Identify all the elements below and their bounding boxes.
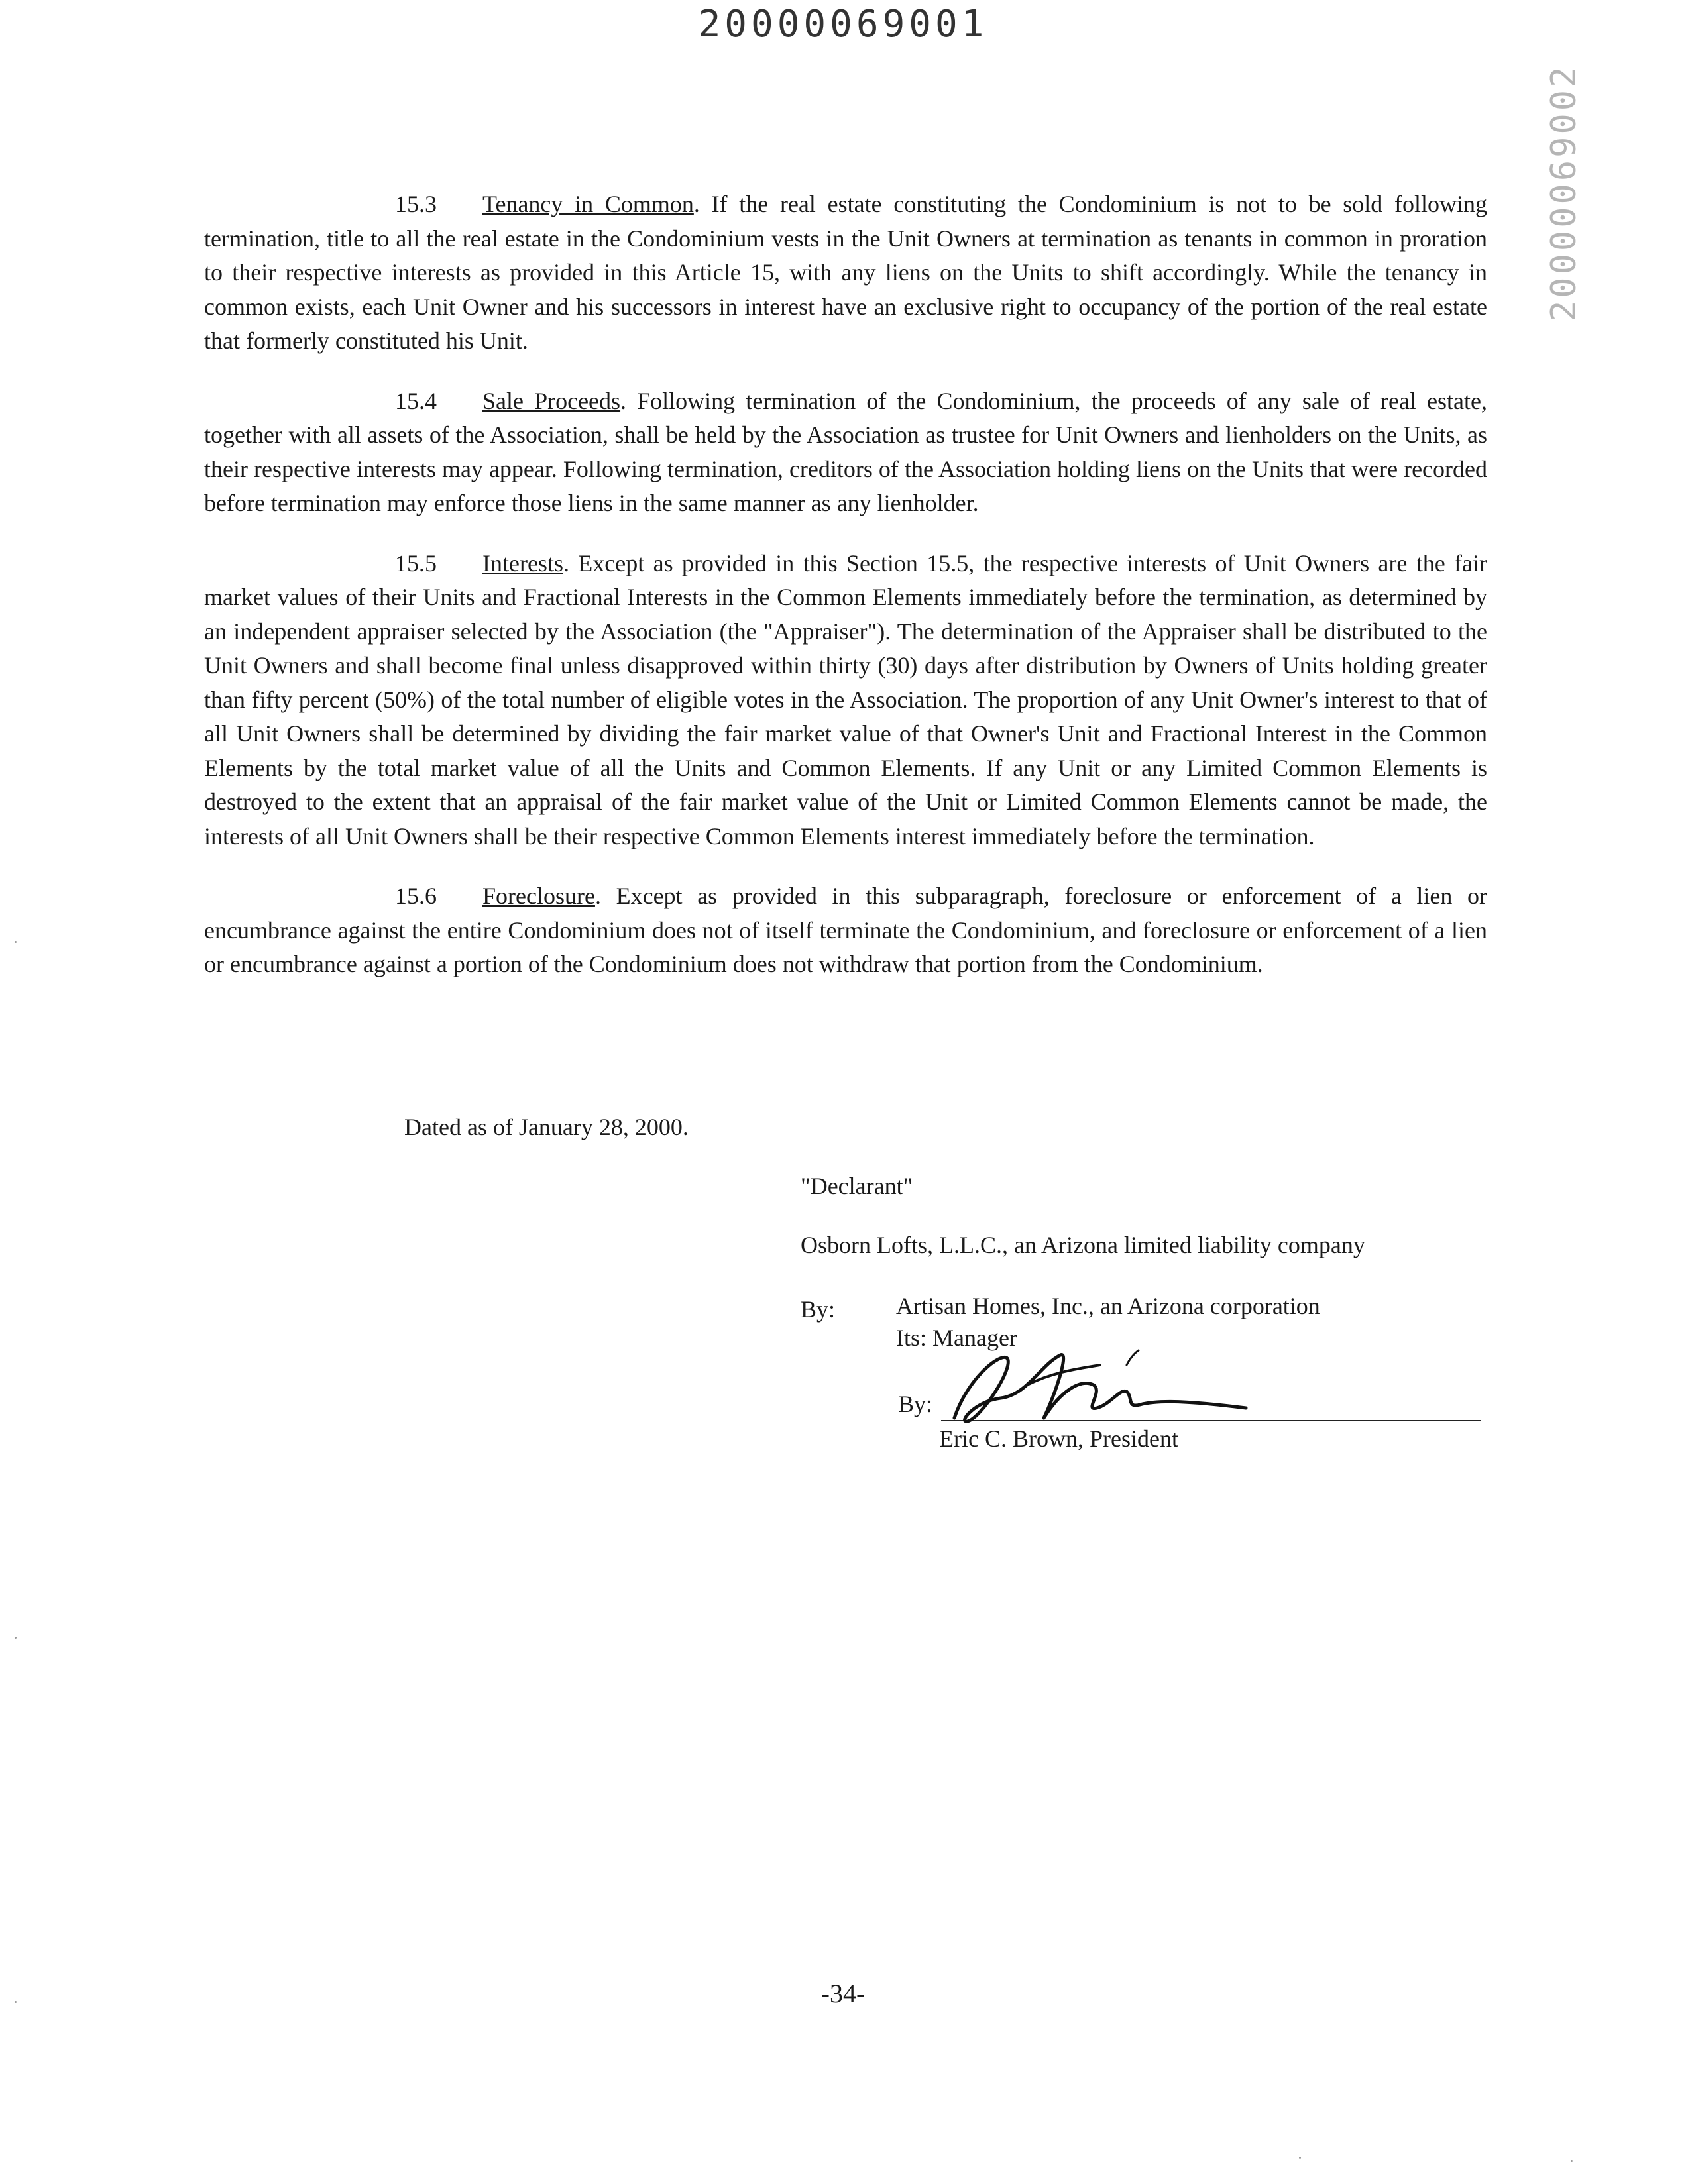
scan-speck: [15, 941, 17, 943]
handwritten-signature: [928, 1338, 1272, 1438]
section-heading: Sale Proceeds: [482, 387, 621, 414]
declarant-label: "Declarant": [801, 1173, 913, 1199]
section-number: 15.3: [395, 191, 437, 217]
manager-corporation: Artisan Homes, Inc., an Arizona corporation: [896, 1293, 1320, 1319]
section-number: 15.5: [395, 549, 437, 576]
by-label-2: By:: [898, 1391, 933, 1417]
section-number: 15.6: [395, 883, 437, 909]
scan-speck: [15, 2001, 17, 2003]
section-text: . Following termination of the Condominium, the proceeds of any sale of real estate, together with all assets of the Association, shall be held by the Association as trustee for Unit Owners and lienholders on the Units, as their respective interests may appear. Following termination, creditors of the Association holding liens on the Units that were recorded before termination may enforce those liens in the same manner as any lienholder.: [204, 387, 1488, 516]
section-text: . Except as provided in this subparagraph, foreclosure or enforcement of a lien or encumbrance against the entire Condominium does not of itself terminate the Condominium, and foreclosure or enforcement of a lien or encumbrance against a portion of the Condominium does not withdraw that portion from the Condominium.: [204, 883, 1487, 977]
section-text: . Except as provided in this Section 15.5, the respective interests of Unit Owners are the fair market values of their Units and Fractional Interests in the Common Elements immediately before the termination, as determined by an independent appraiser selected by the Association (the "Appraiser"). The determination of the Appraiser shall be distributed to the Unit Owners and shall become final unless disapproved within thirty (30) days after distribution by Owners of Units holding greater than fifty percent (50%) of the total number of eligible votes in the Association. The proportion of any Unit Owner's interest to that of all Unit Owners shall be determined by dividing the fair market value of that Owner's Unit and Fractional Interest in the Common Elements by the total market value of all the Units and Common Elements. If any Unit or any Limited Common Elements is destroyed to the extent that an appraisal of the fair market value of the Unit or Limited Common Elements cannot be made, the interests of all Unit Owners shall be their respective Common Elements interest immediately before the termination.: [204, 549, 1487, 849]
section-15-3: [204, 188, 1487, 358]
manager-title: Its: Manager: [896, 1325, 1017, 1351]
section-heading: Foreclosure: [482, 883, 595, 909]
dated-line: Dated as of January 28, 2000.: [404, 1114, 689, 1140]
by-label: By:: [801, 1296, 836, 1323]
section-15-5: [204, 547, 1487, 854]
section-heading: Interests: [482, 549, 563, 576]
signer-name: Eric C. Brown, President: [939, 1425, 1178, 1452]
page-number: -34-: [820, 1979, 866, 2008]
scan-speck: [15, 1637, 17, 1639]
scan-speck: [1571, 2160, 1573, 2162]
section-text: . If the real estate constituting the Condominium is not to be sold following termination, title to all the real estate in the Condominium vests in the Unit Owners at termination as tenants in common in proration to their respective interests as provided in this Article 15, with any liens on the Units to shift accordingly. While the tenancy in common exists, each Unit Owner and his successors in interest have an exclusive right to occupancy of the portion of the real estate that formerly constituted his Unit.: [204, 191, 1487, 354]
section-15-6: [204, 879, 1487, 982]
company-name: Osborn Lofts, L.L.C., an Arizona limited liability company: [801, 1232, 1365, 1258]
section-15-4: [204, 384, 1487, 521]
document-number: 20000069001: [698, 3, 988, 46]
margin-stamp: 20000069002: [1544, 64, 1584, 321]
section-heading: Tenancy in Common: [482, 191, 694, 217]
section-number: 15.4: [395, 387, 437, 414]
body-text: [204, 188, 1487, 1008]
scan-speck: [1299, 2157, 1301, 2159]
